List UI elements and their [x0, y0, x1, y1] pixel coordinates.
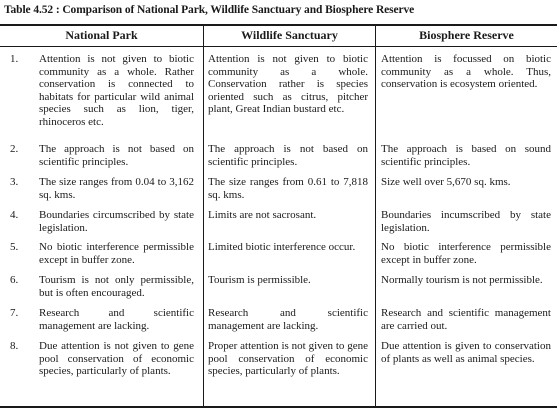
column-divider — [203, 24, 204, 408]
national-park-cell: Research and scientific management are lacking. — [39, 307, 194, 332]
column-divider — [375, 24, 376, 408]
biosphere-reserve-cell: Research and scientific management are carried out. — [381, 307, 551, 332]
header-rule — [0, 46, 557, 47]
row-number: 2. — [10, 143, 19, 155]
wildlife-sanctuary-cell: The size ranges from 0.61 to 7,818 sq. kms. — [208, 176, 368, 201]
biosphere-reserve-cell: Normally tourism is not permissible. — [381, 274, 543, 286]
biosphere-reserve-cell: Boundaries incumscribed by state legislation. — [381, 209, 551, 234]
wildlife-sanctuary-cell: Limits are not sacrosant. — [208, 209, 317, 221]
national-park-cell: The size ranges from 0.04 to 3,162 sq. kms. — [39, 176, 194, 201]
row-number: 3. — [10, 176, 19, 188]
national-park-cell: Tourism is not only permissible, but is often encouraged. — [39, 274, 194, 299]
header-national-park: National Park — [65, 27, 138, 42]
wildlife-sanctuary-cell: Proper attention is not given to gene pool conservation of economic species, particularly of plants. — [208, 340, 368, 377]
biosphere-reserve-cell: No biotic interference permissible except in buffer zone. — [381, 241, 551, 266]
national-park-cell: Boundaries circumscribed by state legislation. — [39, 209, 194, 234]
header-wildlife-sanctuary: Wildlife Sanctuary — [241, 27, 338, 42]
biosphere-reserve-cell: Due attention is given to conservation of plants as well as animal species. — [381, 340, 551, 365]
biosphere-reserve-cell: Size well over 5,670 sq. kms. — [381, 176, 511, 188]
national-park-cell: Attention is not given to biotic community as a whole. Rather conservation is connected to habitats for particular wild animal species such as lion, tiger, rhinoceros etc. — [39, 53, 194, 128]
row-number: 7. — [10, 307, 19, 319]
wildlife-sanctuary-cell: Research and scientific management are lacking. — [208, 307, 368, 332]
row-number: 1. — [10, 53, 19, 65]
national-park-cell: The approach is not based on scientific principles. — [39, 143, 194, 168]
national-park-cell: No biotic interference permissible except in buffer zone. — [39, 241, 194, 266]
wildlife-sanctuary-cell: Tourism is permissible. — [208, 274, 311, 286]
header-biosphere-reserve: Biosphere Reserve — [419, 27, 514, 42]
row-number: 8. — [10, 340, 19, 352]
table-caption: Table 4.52 : Comparison of National Park, Wildlife Sanctuary and Biosphere Reserve — [4, 4, 415, 16]
table-bottom-rule — [0, 406, 557, 408]
wildlife-sanctuary-cell: Limited biotic interference occur. — [208, 241, 356, 253]
national-park-cell: Due attention is not given to gene pool conservation of economic species, particularly of plants. — [39, 340, 194, 377]
comparison-table — [0, 24, 557, 408]
row-number: 4. — [10, 209, 19, 221]
biosphere-reserve-cell: Attention is focussed on biotic community as a whole. Thus, conservation is ecosystem oriented. — [381, 53, 551, 90]
row-number: 6. — [10, 274, 19, 286]
row-number: 5. — [10, 241, 19, 253]
wildlife-sanctuary-cell: The approach is not based on scientific principles. — [208, 143, 368, 168]
biosphere-reserve-cell: The approach is based on sound scientific principles. — [381, 143, 551, 168]
wildlife-sanctuary-cell: Attention is not given to biotic community as a whole. Conservation rather is species oriented such as citrus, pitcher plant, Great Indian bustard etc. — [208, 53, 368, 115]
